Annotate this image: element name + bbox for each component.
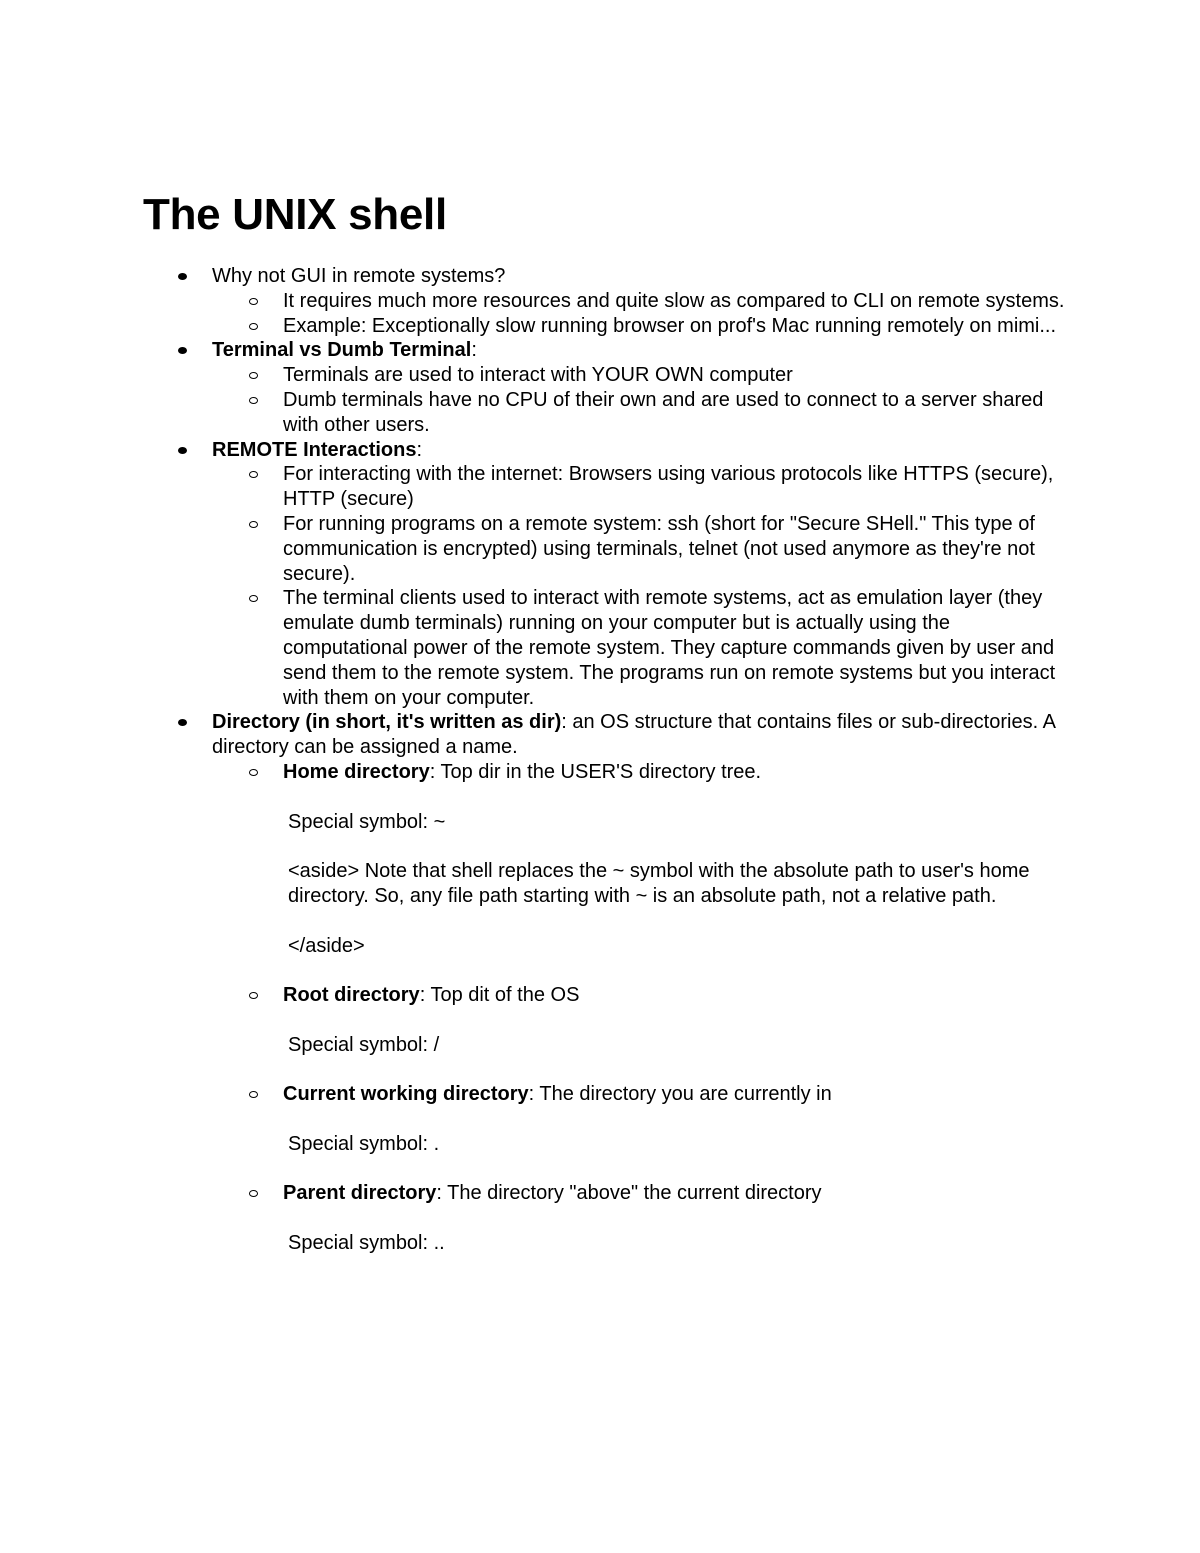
- sub-list: [212, 760, 1066, 1256]
- bullet-circle-icon: [249, 769, 258, 776]
- list-item-terminal: [0, 338, 1200, 437]
- bullet-dot-icon: [178, 447, 187, 454]
- sub-item-text: It requires much more resources and quite slow as compared to CLI on remote systems.: [283, 289, 1065, 312]
- bullet-dot-icon: [178, 719, 187, 726]
- aside-close-text: </aside>: [288, 934, 365, 957]
- sub-item-text: Terminals are used to interact with YOUR OWN computer: [283, 364, 793, 387]
- bullet-circle-icon: [249, 372, 258, 379]
- document-title: The UNIX shell: [143, 190, 447, 239]
- sub-item-text: : Top dir in the USER'S directory tree.: [429, 760, 762, 783]
- sub-list-item: [0, 363, 1066, 388]
- aside-open-text: <aside> Note that shell replaces the ~ symbol with the absolute path to user's home directory. So, any file path starting with ~ is an absolute path, not a relative path.: [288, 860, 1030, 907]
- sub-item-term: Home directory: [283, 760, 430, 783]
- sub-list: [212, 462, 1066, 710]
- sub-item-text: The terminal clients used to interact with remote systems, act as emulation layer (they emulate dumb terminals) running on your computer but is actually using the computational power of the remote system. They capture commands given by user and send them to the remote system. The programs run on remote systems but you interact with them on your computer.: [283, 587, 1056, 709]
- sub-item-text: Example: Exceptionally slow running browser on prof's Mac running remotely on mimi...: [283, 314, 1057, 337]
- special-symbol-text: Special symbol: /: [288, 1033, 440, 1056]
- sub-item-text: Dumb terminals have no CPU of their own and are used to connect to a server shared with other users.: [283, 388, 1044, 436]
- sub-list-item-root-directory: [0, 983, 1066, 1082]
- document-body: [0, 264, 1200, 1256]
- list-item-remote-interactions: [0, 438, 1200, 711]
- list-item-why-not-gui: [0, 264, 1200, 338]
- sub-item-term: Root directory: [283, 984, 420, 1007]
- bullet-circle-icon: [249, 992, 258, 999]
- list-item-term: REMOTE Interactions: [212, 438, 417, 461]
- bullet-circle-icon: [249, 397, 258, 404]
- sub-item-text: For running programs on a remote system: ssh (short for "Secure SHell." This type of communication is encrypted) using terminals, telnet (not used anymore as they're not secure).: [283, 512, 1035, 585]
- spacer: [283, 958, 1066, 983]
- sub-list-item: [0, 462, 1066, 512]
- spacer: [283, 1157, 1066, 1182]
- sub-list-item: [0, 314, 1066, 339]
- sub-list: [212, 289, 1066, 339]
- sub-list-item-parent-directory: [0, 1181, 1066, 1255]
- bullet-circle-icon: [249, 521, 258, 528]
- special-symbol-text: Special symbol: ..: [288, 1232, 445, 1255]
- sub-item-term: Current working directory: [283, 1083, 529, 1106]
- spacer: [283, 909, 1066, 934]
- spacer: [283, 834, 1066, 859]
- bullet-circle-icon: [249, 323, 258, 330]
- sub-item-text: : The directory "above" the current directory: [436, 1182, 822, 1205]
- bullet-circle-icon: [249, 595, 258, 602]
- bullet-dot-icon: [178, 347, 187, 354]
- list-item-text: :: [416, 438, 423, 461]
- bullet-circle-icon: [249, 1091, 258, 1098]
- sub-list-item: [0, 586, 1066, 710]
- list-item-text: : an OS structure that contains files or sub-directories. A directory can be assigned a name.: [212, 711, 1055, 759]
- bullet-circle-icon: [249, 1190, 258, 1197]
- sub-list-item-home-directory: [0, 760, 1066, 983]
- bullet-circle-icon: [249, 298, 258, 305]
- bullet-circle-icon: [249, 471, 258, 478]
- sub-list-item: [0, 388, 1066, 438]
- sub-item-text: For interacting with the internet: Browsers using various protocols like HTTPS (secure), HTTP (secure): [283, 463, 1054, 511]
- sub-item-text: : Top dit of the OS: [419, 984, 580, 1007]
- special-symbol-text: Special symbol: ~: [288, 810, 446, 833]
- sub-item-term: Parent directory: [283, 1182, 437, 1205]
- sub-list: [212, 363, 1066, 437]
- spacer: [283, 1107, 1066, 1132]
- spacer: [283, 1206, 1066, 1231]
- list-item-directory: [0, 710, 1200, 1256]
- spacer: [283, 785, 1066, 810]
- spacer: [283, 1058, 1066, 1083]
- list-item-text: Why not GUI in remote systems?: [212, 265, 506, 287]
- sub-list-item-current-directory: [0, 1082, 1066, 1181]
- list-item-term: Directory (in short, it's written as dir): [212, 711, 562, 734]
- special-symbol-text: Special symbol: .: [288, 1132, 440, 1155]
- bullet-dot-icon: [178, 273, 187, 280]
- list-item-term: Terminal vs Dumb Terminal: [212, 339, 472, 362]
- bullet-list: [0, 264, 1200, 1256]
- sub-list-item: [0, 512, 1066, 586]
- sub-list-item: [0, 289, 1066, 314]
- spacer: [283, 1008, 1066, 1033]
- sub-item-text: : The directory you are currently in: [528, 1083, 832, 1106]
- list-item-text: :: [471, 339, 477, 362]
